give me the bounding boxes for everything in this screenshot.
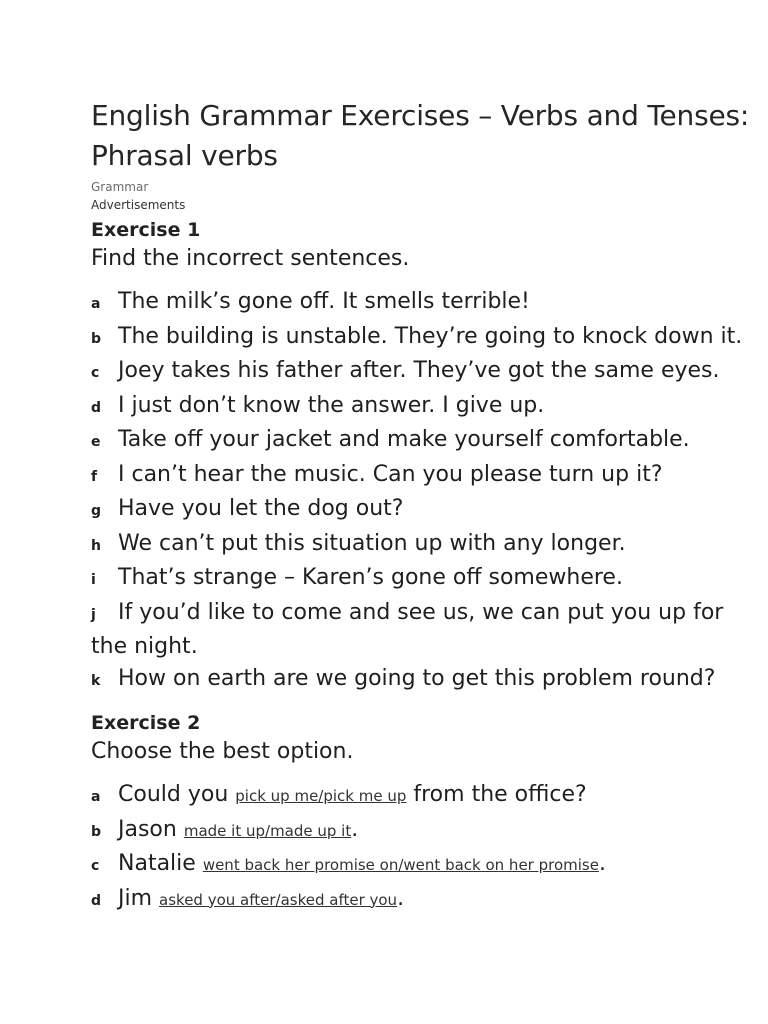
category-label[interactable]: Grammar (91, 180, 149, 194)
item-letter: h (91, 537, 101, 554)
exercise-2-instruction: Choose the best option. (91, 739, 354, 764)
item-text: Have you let the dog out? (118, 496, 404, 521)
item-text: How on earth are we going to get this problem round? (118, 665, 716, 691)
advertisements-label: Advertisements (91, 198, 186, 212)
exercise-2-item (91, 814, 751, 849)
exercise-1 (91, 216, 751, 697)
exercise-2-heading: Exercise 2 (91, 712, 201, 734)
exercise-1-item (91, 562, 751, 597)
exercise-1-item (91, 286, 751, 321)
item-text-before: Natalie (118, 851, 196, 876)
exercise-2-item (91, 779, 751, 814)
item-letter: a (91, 789, 101, 805)
item-text: We can’t put this situation up with any longer. (118, 530, 626, 556)
option-choices: made it up/made up it (183, 821, 352, 840)
item-text-after: . (598, 851, 606, 876)
item-text: If you’d like to come and see us, we can put you up for the night. (91, 599, 724, 659)
item-text-before: Jason (118, 816, 177, 842)
exercise-1-item (91, 355, 751, 390)
item-letter: j (91, 606, 96, 623)
exercise-1-heading: Exercise 1 (91, 219, 201, 241)
exercise-1-item (91, 424, 751, 459)
exercise-1-item (91, 493, 751, 528)
item-letter: g (91, 503, 102, 519)
item-text: Joey takes his father after. They’ve got the same eyes. (118, 358, 720, 383)
item-text: The milk’s gone off. It smells terrible! (118, 289, 530, 314)
item-text-after: . (397, 885, 405, 911)
exercise-1-item (91, 459, 751, 494)
item-text: I just don’t know the answer. I give up. (118, 392, 545, 418)
exercise-1-item (91, 597, 751, 663)
exercise-1-item (91, 321, 751, 356)
exercise-1-item (91, 390, 751, 425)
item-letter: a (91, 296, 101, 312)
article (91, 0, 751, 917)
exercise-2-item (91, 883, 751, 918)
item-letter: b (91, 823, 102, 840)
option-choices: asked you after/asked after you (159, 890, 398, 909)
exercise-2-item (91, 848, 751, 883)
item-letter: c (91, 365, 100, 381)
item-text: That’s strange – Karen’s gone off somewhere. (118, 565, 623, 590)
item-text-before: Could you (118, 782, 229, 807)
item-letter: d (91, 892, 102, 909)
exercise-1-item (91, 528, 751, 563)
item-text: Take off your jacket and make yourself comfortable. (118, 427, 690, 452)
item-text: I can’t hear the music. Can you please turn up it? (118, 461, 663, 487)
exercise-2-list (91, 779, 751, 917)
page-title: English Grammar Exercises – Verbs and Tenses: Phrasal verbs (91, 99, 750, 172)
option-choices: pick up me/pick me up (235, 787, 407, 805)
item-letter: e (91, 434, 101, 450)
exercise-2 (91, 709, 751, 917)
exercise-1-instruction: Find the incorrect sentences. (91, 246, 410, 271)
item-text-after: from the office? (413, 782, 587, 807)
item-letter: f (91, 468, 98, 485)
item-text-after: . (351, 816, 359, 842)
exercise-1-list (91, 286, 751, 697)
item-text: The building is unstable. They’re going to knock down it. (118, 323, 743, 349)
item-text-before: Jim (118, 885, 153, 911)
item-letter: k (91, 672, 101, 689)
option-choices: went back her promise on/went back on her promise (202, 856, 599, 874)
exercise-1-item (91, 663, 751, 698)
item-letter: d (91, 399, 102, 416)
item-letter: c (91, 858, 100, 874)
item-letter: i (91, 572, 96, 588)
item-letter: b (91, 330, 102, 347)
